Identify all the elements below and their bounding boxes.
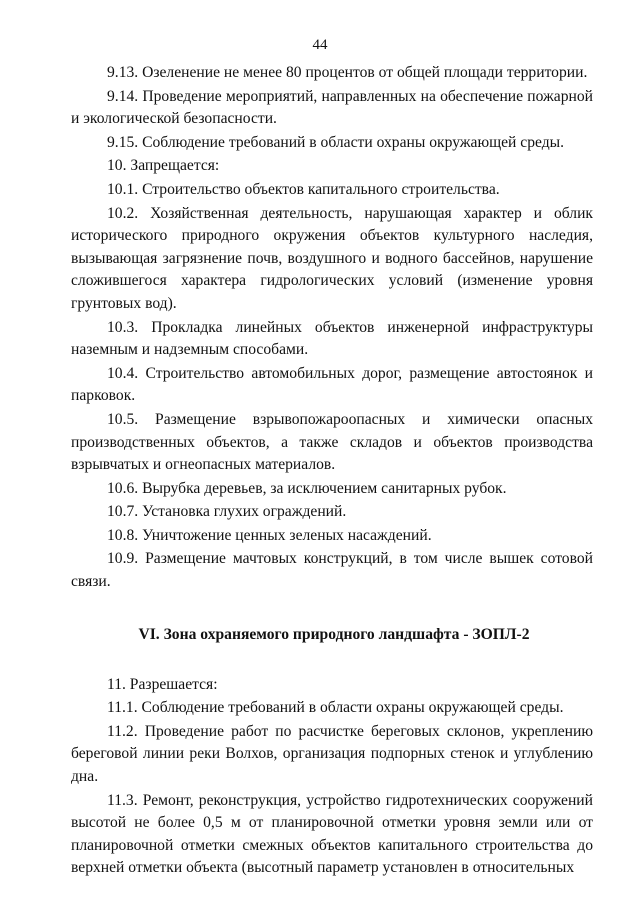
paragraph-11: 11. Разрешается: bbox=[107, 675, 218, 693]
paragraph-10-6: 10.6. Вырубка деревьев, за исключением санитарных рубок. bbox=[107, 479, 507, 497]
paragraph-10: 10. Запрещается: bbox=[107, 157, 220, 175]
section-heading: VI. Зона охраняемого природного ландшафта - ЗОПЛ-2 bbox=[138, 625, 530, 643]
paragraph-10-1: 10.1. Строительство объектов капитального строительства. bbox=[107, 180, 500, 198]
page-number: 44 bbox=[312, 37, 328, 53]
document-body bbox=[71, 62, 593, 880]
paragraph-10-7: 10.7. Установка глухих ограждений. bbox=[107, 503, 347, 521]
paragraph-10-4: 10.4. Строительство автомобильных дорог, размещение автостоянок и парковок. bbox=[71, 364, 593, 405]
paragraph-10-3: 10.3. Прокладка линейных объектов инженерной инфраструктуры наземным и надземным способами. bbox=[71, 318, 593, 359]
paragraph-10-2: 10.2. Хозяйственная деятельность, нарушающая характер и облик исторического природного окружения объектов культурного наследия, вызывающая загрязнение почв, воздушного и водного бассейнов, нарушение сложившегося характера гидрологических условий (изменение уровня грунтовых вод). bbox=[71, 204, 593, 312]
paragraph-10-8: 10.8. Уничтожение ценных зеленых насаждений. bbox=[107, 526, 432, 544]
paragraph-11-2: 11.2. Проведение работ по расчистке береговых склонов, укреплению береговой линии реки Волхов, организация подпорных стенок и углублению дна. bbox=[71, 722, 593, 786]
paragraph-11-1: 11.1. Соблюдение требований в области охраны окружающей среды. bbox=[107, 699, 564, 717]
paragraph-9-13: 9.13. Озеленение не менее 80 процентов от общей площади территории. bbox=[107, 64, 588, 81]
paragraph-9-14: 9.14. Проведение мероприятий, направленных на обеспечение пожарной и экологической безопасности. bbox=[71, 87, 593, 128]
paragraph-10-9: 10.9. Размещение мачтовых конструкций, в том числе вышек сотовой связи. bbox=[71, 550, 593, 591]
paragraph-9-15: 9.15. Соблюдение требований в области охраны окружающей среды. bbox=[107, 133, 565, 151]
paragraph-11-3: 11.3. Ремонт, реконструкция, устройство гидротехнических сооружений высотой не более 0,5 м от планировочной отметки уровня земли или от планировочной отметки смежных объектов капитального строительства до верхней отметки объекта (высотный параметр установлен в относительных bbox=[71, 791, 593, 877]
paragraph-10-5: 10.5. Размещение взрывопожароопасных и химически опасных производственных объектов, а также складов и объектов производства взрывчатых и огнеопасных материалов. bbox=[71, 410, 593, 474]
